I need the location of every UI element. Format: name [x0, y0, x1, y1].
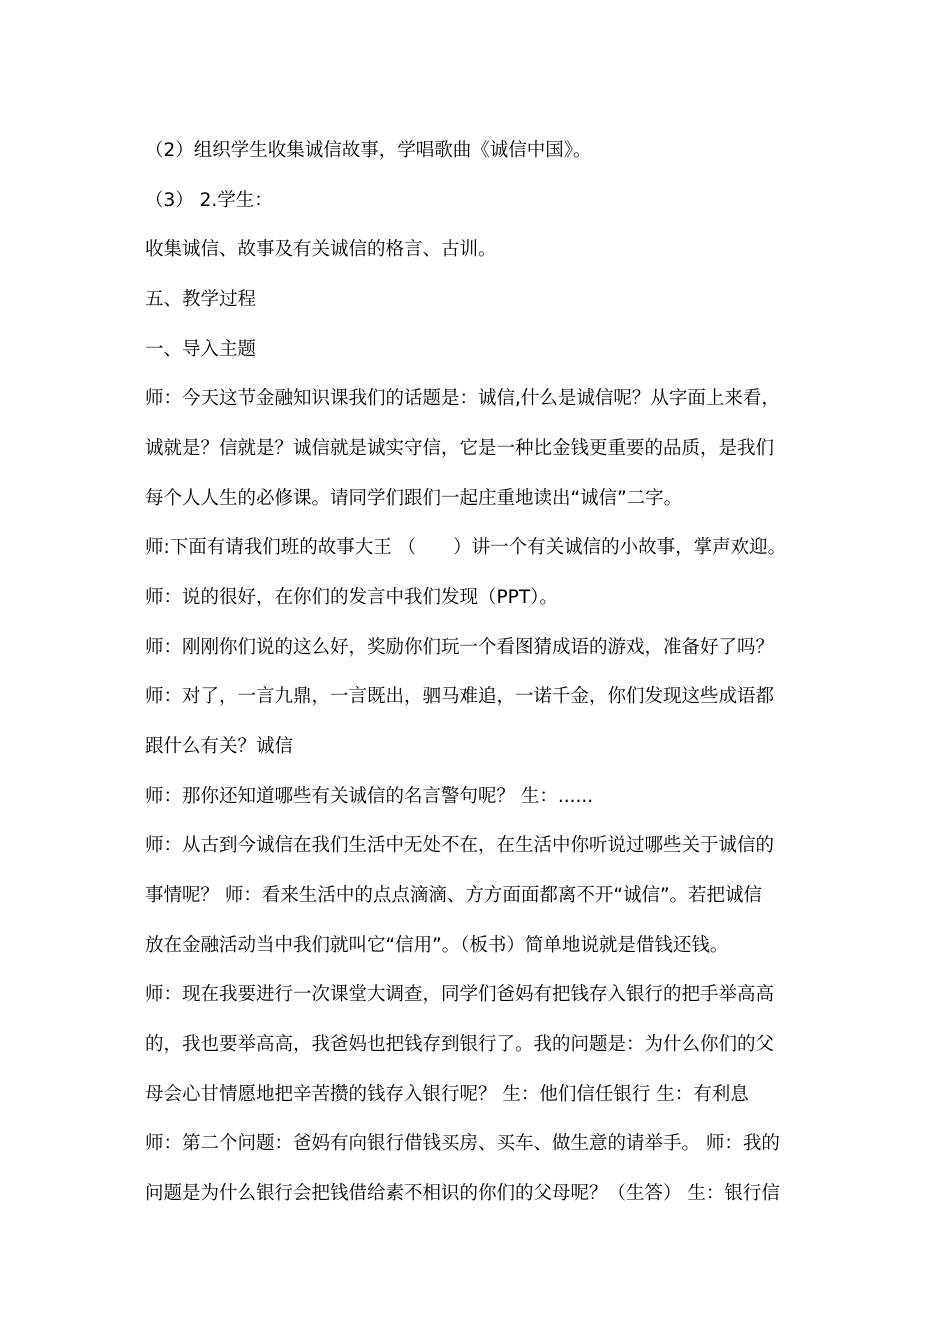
text-line: 师：第二个问题：爸妈有向银行借钱买房、买车、做生意的请举手。 师：我的	[145, 1133, 780, 1154]
text-line: 母会心甘情愿地把辛苦攒的钱存入银行呢？ 生：他们信任银行 生：有利息	[145, 1084, 749, 1105]
text-line: 放在金融活动当中我们就叫它“信用”。（板书）简单地说就是借钱还钱。	[145, 935, 729, 956]
text-line: 师：对了，一言九鼎，一言既出，驷马难追，一诺千金，你们发现这些成语都	[145, 686, 775, 707]
text-line: 师：刚刚你们说的这么好，奖励你们玩一个看图猜成语的游戏，准备好了吗？	[145, 637, 775, 658]
text-line: 师：说的很好，在你们的发言中我们发现（PPT）。	[145, 587, 558, 608]
text-line: 每个人人生的必修课。请同学们跟们一起庄重地读出“诚信”二字。	[145, 488, 683, 509]
text-line: 师：从古到今诚信在我们生活中无处不在，在生活中你听说过哪些关于诚信的	[145, 835, 775, 856]
text-line: 事情呢？ 师：看来生活中的点点滴滴、方方面面都离不开“诚信”。若把诚信	[145, 885, 763, 906]
text-line: 师:下面有请我们班的故事大王 （ ）讲一个有关诚信的小故事，掌声欢迎。	[145, 537, 787, 558]
text-line: 跟什么有关？诚信	[145, 736, 294, 757]
subsection-heading: 一、导入主题	[145, 339, 257, 360]
section-heading: 五、教学过程	[145, 289, 257, 310]
text-line: 收集诚信、故事及有关诚信的格言、古训。	[145, 239, 497, 260]
text-line: 的，我也要举高高，我爸妈也把钱存到银行了。我的问题是：为什么你们的父	[145, 1034, 775, 1055]
text-line: 师：现在我要进行一次课堂大调查，同学们爸妈有把钱存入银行的把手举高高	[145, 984, 775, 1005]
text-line: （3） 2.学生：	[145, 190, 273, 211]
text-line: 师：今天这节金融知识课我们的话题是：诚信,什么是诚信呢？从字面上来看，	[145, 388, 780, 409]
text-line: （2）组织学生收集诚信故事，学唱歌曲《诚信中国》。	[145, 140, 592, 161]
text-line: 诚就是？信就是？诚信就是诚实守信，它是一种比金钱更重要的品质，是我们	[145, 438, 775, 459]
text-line: 问题是为什么银行会把钱借给素不相识的你们的父母呢？（生答） 生：银行信	[145, 1183, 780, 1204]
text-line: 师：那你还知道哪些有关诚信的名言警句呢？ 生：......	[145, 786, 594, 807]
